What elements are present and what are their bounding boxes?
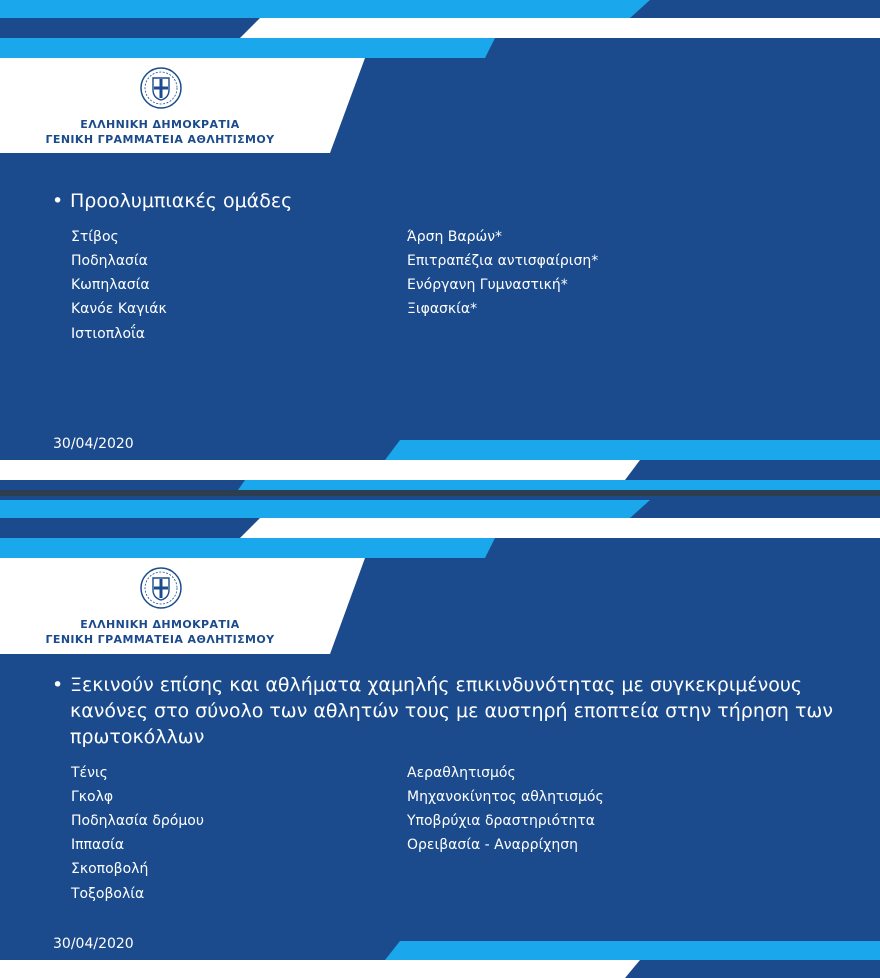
sport-item: Ξιφασκία* bbox=[407, 301, 478, 317]
slide-heading: • Προολυμπιακές ομάδες bbox=[52, 190, 293, 212]
sport-item: Κωπηλασία bbox=[71, 277, 150, 293]
org-name-line1: ΕΛΛΗΝΙΚΗ ΔΗΜΟΚΡΑΤΙΑ bbox=[80, 118, 240, 131]
sport-item: Στίβος bbox=[71, 229, 119, 245]
sport-item: Ιππασία bbox=[71, 837, 125, 853]
bullet-icon: • bbox=[52, 674, 64, 696]
sport-item: Τοξοβολία bbox=[71, 886, 145, 902]
slide-date: 30/04/2020 bbox=[53, 936, 134, 952]
sport-item: Άρση Βαρών* bbox=[407, 229, 503, 245]
sport-item: Γκολφ bbox=[71, 789, 114, 805]
sport-item: Μηχανοκίνητος αθλητισμός bbox=[407, 789, 604, 805]
logo-block bbox=[0, 558, 320, 653]
bullet-icon: • bbox=[52, 190, 64, 212]
slide-date: 30/04/2020 bbox=[53, 436, 134, 452]
org-name-line2: ΓΕΝΙΚΗ ΓΡΑΜΜΑΤΕΙΑ ΑΘΛΗΤΙΣΜΟΥ bbox=[45, 133, 275, 146]
org-name-line2: ΓΕΝΙΚΗ ΓΡΑΜΜΑΤΕΙΑ ΑΘΛΗΤΙΣΜΟΥ bbox=[45, 633, 275, 646]
sport-item: Ιστιοπλοΐα bbox=[71, 326, 145, 342]
greek-coat-of-arms-icon bbox=[139, 566, 183, 610]
sport-item: Ποδηλασία bbox=[71, 253, 148, 269]
sport-item: Υποβρύχια δραστηριότητα bbox=[407, 813, 595, 829]
logo-block bbox=[0, 58, 320, 153]
sport-item: Σκοποβολή bbox=[71, 861, 149, 877]
sport-item: Ποδηλασία δρόμου bbox=[71, 813, 204, 829]
sport-item: Επιτραπέζια αντισφαίριση* bbox=[407, 253, 599, 269]
sport-item: Ορειβασία - Αναρρίχηση bbox=[407, 837, 579, 853]
sport-item: Κανόε Καγιάκ bbox=[71, 301, 167, 317]
slide-heading: • Ξεκινούν επίσης και αθλήματα χαμηλής επικινδυνότητας με συγκεκριμένους κανόνες στο σύνολο των αθλητών τους με αυστηρή εποπτεία στην τήρηση των πρωτοκόλλων bbox=[52, 674, 833, 748]
sport-item: Ενόργανη Γυμναστική* bbox=[407, 277, 568, 293]
greek-coat-of-arms-icon bbox=[139, 66, 183, 110]
org-name-line1: ΕΛΛΗΝΙΚΗ ΔΗΜΟΚΡΑΤΙΑ bbox=[80, 618, 240, 631]
sport-item: Τένις bbox=[71, 765, 108, 781]
slide-2 bbox=[0, 496, 880, 978]
sport-item: Αεραθλητισμός bbox=[407, 765, 516, 781]
